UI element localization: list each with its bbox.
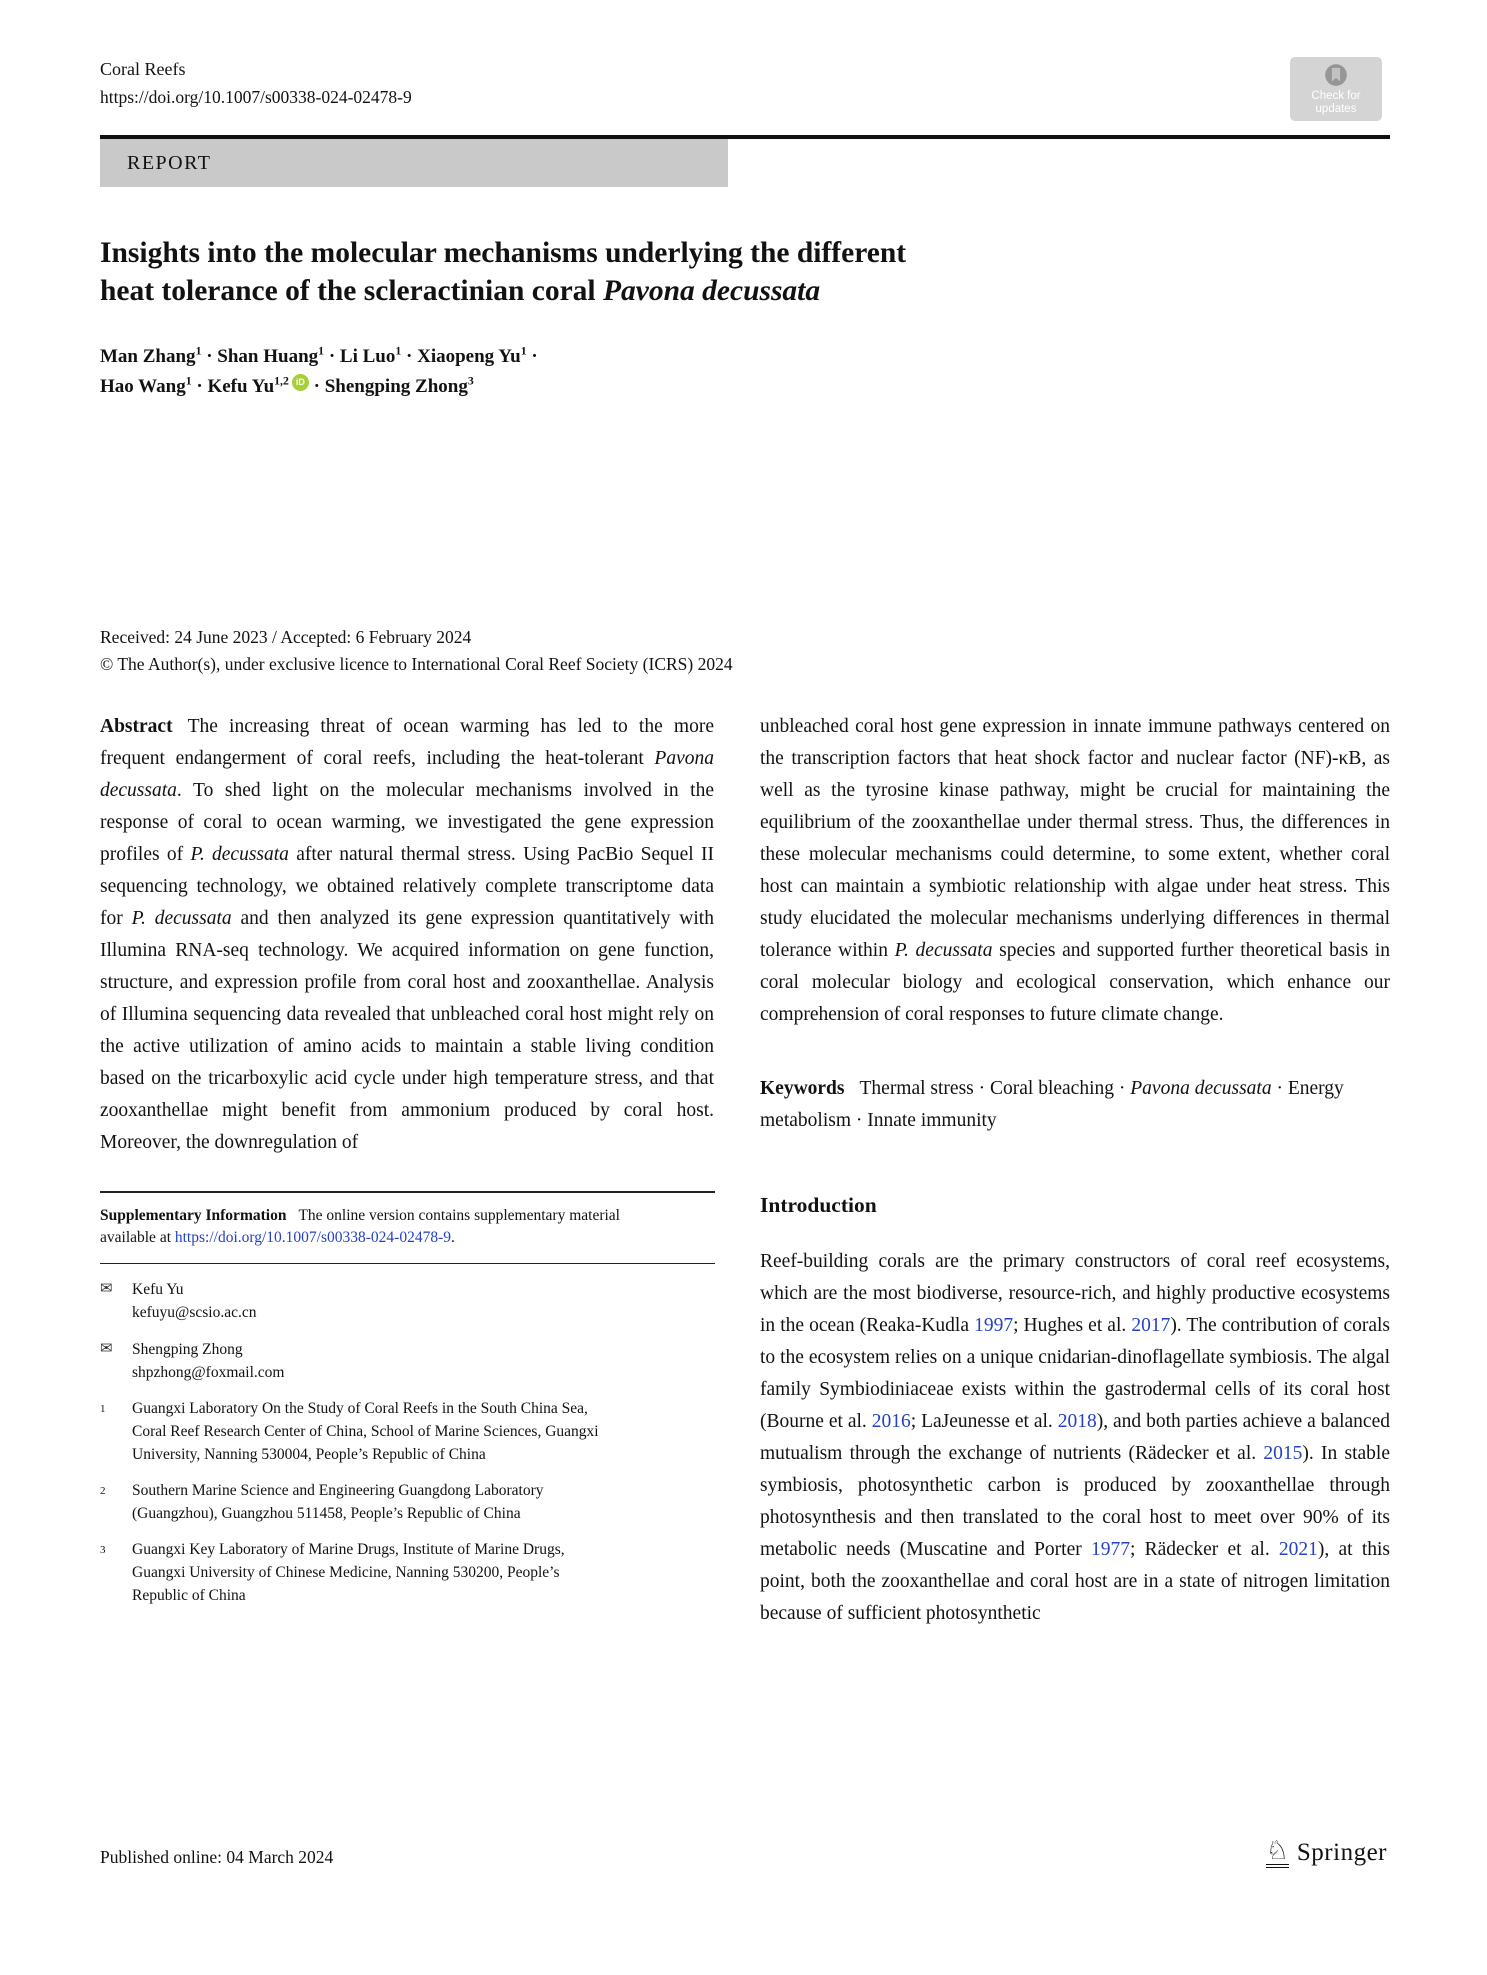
correspondent-name: Kefu Yu	[132, 1281, 184, 1298]
body-columns	[100, 711, 1390, 1630]
affiliation-text: Guangxi Laboratory On the Study of Coral Reefs in the South China Sea, Coral Reef Research Center of China, School of Marine Sciences, Guangxi University, Nanning 530004, People’s Republic of China	[132, 1400, 599, 1463]
footnote-rule-bottom	[100, 1263, 715, 1265]
hyperlink[interactable]: https://doi.org/10.1007/s00338-024-02478-9	[174, 1228, 452, 1246]
springer-wordmark: Springer	[1296, 1839, 1387, 1866]
affiliation-text: Southern Marine Science and Engineering Guangdong Laboratory (Guangzhou), Guangzhou 511458, People’s Republic of China	[132, 1482, 544, 1522]
report-label: REPORT	[127, 151, 212, 174]
journal-doi: https://doi.org/10.1007/s00338-024-02478-9	[100, 87, 412, 107]
introduction-paragraph: Reef-building corals are the primary constructors of coral reef ecosystems, which are the most biodiverse, resource-rich, and highly productive ecosystems in the ocean (Reaka-Kudla 1997; Hughes et al. 2017). The contribution of corals to the ecosystem relies on a unique cnidarian-dinoflagellate symbiosis. The algal family Symbiodiniaceae exists within the gastrodermal cells of its coral host (Bourne et al. 2016; LaJeunesse et al. 2018), and both parties achieve a balanced mutualism through the exchange of nutrients (Rädecker et al. 2015). In stable symbiosis, photosynthetic carbon is produced by zooxanthellae through photosynthesis and then translated to the coral host to meet over 90% of its metabolic needs (Muscatine and Porter 1977; Rädecker et al. 2021), at this point, both the zooxanthellae and coral host are in a state of nitrogen limitation because of sufficient photosynthetic	[760, 1251, 1390, 1624]
right-column	[760, 711, 1390, 1630]
hyperlink[interactable]: 2021	[1278, 1539, 1318, 1560]
affiliation-entry	[100, 1538, 715, 1607]
hyperlink[interactable]: 2015	[1263, 1443, 1303, 1464]
update-bookmark-icon	[1323, 62, 1349, 88]
affiliation-number: 3	[100, 1544, 106, 1556]
affiliation-text: Guangxi Key Laboratory of Marine Drugs, Institute of Marine Drugs, Guangxi University of Chinese Medicine, Nanning 530200, People’s Republic of China	[132, 1541, 565, 1604]
correspondent-email[interactable]: shpzhong@foxmail.com	[132, 1364, 285, 1381]
published-online-line: Published online: 04 March 2024	[100, 1847, 334, 1867]
abstract-paragraph: Abstract The increasing threat of ocean warming has led to the more frequent endangerment of coral reefs, including the heat-tolerant Pavona decussata. To shed light on the molecular mechanisms involved in the response of coral to ocean warming, we investigated the gene expression profiles of P. decussata after natural thermal stress. Using PacBio Sequel II sequencing technology, we obtained relatively complete transcriptome data for P. decussata and then analyzed its gene expression quantitatively with Illumina RNA-seq technology. We acquired information on gene function, structure, and expression profile from coral host and zooxanthellae. Analysis of Illumina sequencing data revealed that unbleached coral host might rely on the active utilization of amino acids to maintain a stable living condition based on the tricarboxylic acid cycle under high temperature stress, and that zooxanthellae might benefit from ammonium produced by coral host. Moreover, the downregulation of	[100, 716, 714, 1153]
received-accepted-line: Received: 24 June 2023 / Accepted: 6 February 2024	[100, 627, 472, 647]
envelope-icon: ✉	[100, 1341, 113, 1357]
springer-knight-icon: ♘	[1266, 1838, 1289, 1868]
abstract-continued-paragraph: unbleached coral host gene expression in innate immune pathways centered on the transcription factors that heat shock factor and nuclear factor (NF)-κB, as well as the tyrosine kinase pathway, might be crucial for maintaining the equilibrium of the zooxanthellae under thermal stress. Thus, the differences in these molecular mechanisms could determine, to some extent, whether coral host can maintain a symbiotic relationship with algae under heat stress. This study elucidated the molecular mechanisms underlying differences in thermal tolerance within P. decussata species and supported further theoretical basis in coral molecular biology and ecological conservation, which enhance our comprehension of coral responses to future climate change.	[760, 716, 1390, 1025]
hyperlink[interactable]: 2018	[1057, 1411, 1097, 1432]
authors-line: Man Zhang$^1$ · Shan Huang$^1$ · Li Luo$^1$ · Xiaopeng $Yu^1$ · Hao Wang$^1$ · Kefu Yu$^{1,2}$ iD · Shengping Zhong$^3$	[100, 344, 538, 397]
envelope-icon: ✉	[100, 1281, 113, 1297]
journal-header	[100, 0, 1390, 111]
left-column	[100, 711, 714, 1630]
check-for-updates-badge[interactable]	[1290, 57, 1382, 121]
affiliation-number: 2	[100, 1485, 106, 1497]
affiliation-entry	[100, 1479, 715, 1525]
correspondent-entry	[100, 1338, 715, 1384]
springer-logo	[1266, 1838, 1387, 1868]
correspondent-name: Shengping Zhong	[132, 1341, 243, 1358]
hyperlink[interactable]: 2016	[871, 1411, 911, 1432]
dates-block	[100, 624, 1390, 678]
introduction-heading: Introduction	[760, 1193, 877, 1217]
hyperlink[interactable]: 2017	[1131, 1315, 1171, 1336]
hyperlink[interactable]: 1997	[974, 1315, 1014, 1336]
footnote-block	[100, 1191, 715, 1607]
keywords-line: Keywords Thermal stress · Coral bleaching · Pavona decussata · Energy metabolism · Innate immunity	[760, 1078, 1344, 1131]
affiliation-number: 1	[100, 1403, 106, 1415]
orcid-icon[interactable]: iD	[292, 374, 309, 391]
supplementary-information: Supplementary Information The online version contains supplementary material available at https://doi.org/10.1007/s00338-024-02478-9.	[100, 1206, 620, 1246]
correspondent-entry	[100, 1278, 715, 1324]
footnote-rule-top	[100, 1191, 715, 1193]
hyperlink[interactable]: 1977	[1090, 1539, 1130, 1560]
check-for-updates-label: Check for updates	[1311, 90, 1361, 115]
report-banner	[100, 139, 728, 187]
affiliation-entry	[100, 1397, 715, 1466]
article-title: Insights into the molecular mechanisms underlying the different heat tolerance of the scleractinian coral Pavona decussata	[100, 237, 907, 307]
correspondent-email[interactable]: kefuyu@scsio.ac.cn	[132, 1304, 257, 1321]
journal-title: Coral Reefs	[100, 59, 186, 79]
copyright-line: © The Author(s), under exclusive licence to International Coral Reef Society (ICRS) 2024	[100, 654, 733, 674]
